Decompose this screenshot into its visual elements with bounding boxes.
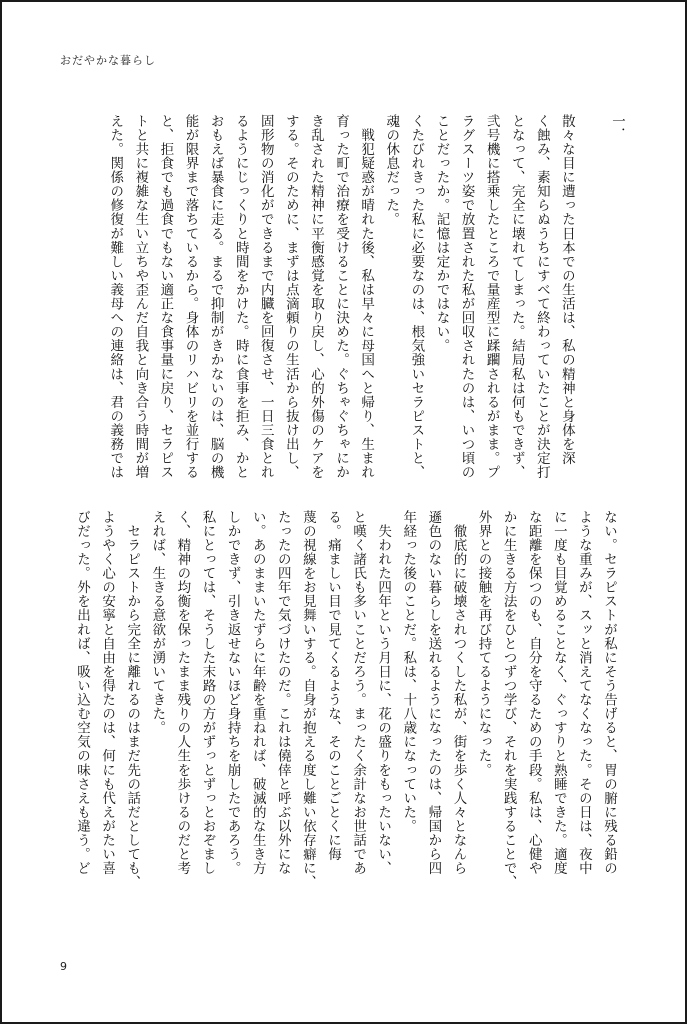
text-line: 能が限界まで落ちているから。身体のリハビリを並行する — [182, 114, 199, 480]
text-line: に一度も目覚めることなく、ぐっすりと熟睡できた。適度 — [550, 510, 567, 876]
text-line: 遜色のない暮らしを送れるようになったのは、帰国から四 — [425, 510, 442, 876]
text-line: かに生きる方法をひとつずつ学び、それを実践することで、 — [500, 510, 517, 890]
text-line: 徹底的に破壊されつくした私が、街を歩く人々となんら — [450, 510, 467, 876]
text-line: き乱された精神に平衡感覚を取り戻し、心的外傷のケアを — [307, 114, 324, 480]
running-header: おだやかな暮らし — [60, 54, 156, 67]
text-line: く蝕み、素知らぬうちにすべて終わっていたことが決定打 — [533, 114, 550, 480]
text-line: 魂の休息だった。 — [383, 114, 400, 227]
text-line: 外界との接触を再び持てるようになった。 — [475, 510, 492, 777]
text-line: ラグスーツ姿で放置された私が回収されたのは、いつ頃の — [458, 114, 475, 480]
text-line: 戦犯疑惑が晴れた後、私は早々に母国へと帰り、生まれ — [358, 114, 375, 480]
text-line: ことだったか。記憶は定かではない。 — [433, 114, 450, 353]
text-line: セラピストから完全に離れるのはまだ先の話だとしても、 — [124, 510, 141, 890]
text-line: 弐号機に搭乗したところで量産型に蹂躙されるがまま。プ — [483, 114, 500, 480]
text-line: となって、完全に壊れてしまった。結局私は何もできず、 — [508, 114, 525, 480]
text-line: 固形物の消化ができるまで内臓を回復させ、一日三食とれ — [257, 114, 274, 480]
text-line: えた。関係の修復が難しい義母への連絡は、君の義務では — [107, 114, 124, 480]
text-line: るようにじっくりと時間をかけた。時に食事を拒み、かと — [232, 114, 249, 480]
page-number: 9 — [60, 960, 67, 973]
text-line: る。痛ましい目で見てくるような、そのことごとくに侮 — [324, 510, 341, 862]
text-line: い。あのままいたずらに年齢を重ねれば、破滅的な生き方 — [249, 510, 266, 876]
text-line: トと共に複雑な生い立ちや歪んだ自我と向き合う時間が増 — [132, 114, 149, 480]
text-line: えれば、生きる意欲が湧いてきた。 — [149, 510, 166, 735]
text-line: 年経った後のことだ。私は、十八歳になっていた。 — [400, 510, 417, 834]
text-line: 育った町で治療を受けることに決めた。ぐちゃぐちゃにか — [333, 114, 350, 480]
text-block-top — [107, 114, 629, 504]
text-line: く、精神の均衡を保ったまま残りの人生を歩けるのだと考 — [174, 510, 191, 876]
text-line: おもえば暴食に走る。まるで抑制がきかないのは、脳の機 — [207, 114, 224, 480]
chapter-spacer — [579, 114, 604, 504]
text-line: びだった。外を出れば、吸い込む空気の味さえも違う。ど — [74, 510, 91, 876]
text-line: ようやく心の安寧と自由を得たのは、何にも代えがたい喜 — [99, 510, 116, 876]
text-line: な距離を保つのも、自分を守るための手段。私は、心健や — [525, 510, 542, 876]
text-line: くたびれきった私に必要なのは、根気強いセラピストと、 — [408, 114, 425, 480]
text-line: ない。セラピストが私にそう告げると、胃の腑に残る鉛の — [601, 510, 617, 876]
text-line: 私にとっては、そうした末路の方がずっとずっとおぞまし — [199, 510, 216, 876]
chapter-heading: 一． — [609, 114, 625, 141]
text-line: する。そのために、まずは点滴頼りの生活から抜け出し、 — [282, 114, 299, 480]
text-line: と嘆く諸氏も多いことだろう。まったく余計なお世話であ — [350, 510, 367, 876]
text-line: 蔑の視線をお見舞いする。自身が抱える度し難い依存癖に、 — [299, 510, 316, 890]
text-line: しかできず、引き返せないほど身持ちを崩したであろう。 — [224, 510, 241, 876]
text-line: と、拒食でも過食でもない適正な食事量に戻り、セラピス — [157, 114, 174, 480]
text-line: たったの四年で気づけたのだ。これは僥倖と呼ぶ以外にな — [274, 510, 291, 876]
text-line: 散々な目に遭った日本での生活は、私の精神と身体を深 — [558, 114, 575, 466]
text-block-bottom — [74, 510, 621, 946]
text-line: ような重みが、スッと消えてなくなった。その日は、夜中 — [575, 510, 592, 876]
text-line: 失われた四年という月日に、花の盛りをもったいない、 — [375, 510, 392, 876]
